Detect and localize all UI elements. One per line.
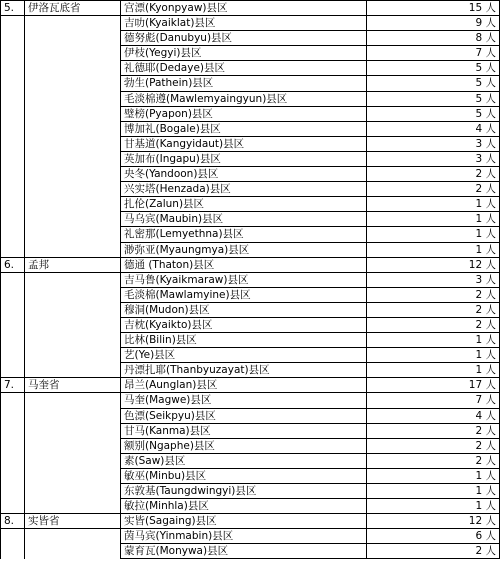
district-name: 毛淡棉(Mawlamyine)县区	[121, 287, 367, 302]
province-name: 孟邦	[25, 257, 121, 272]
person-count: 1 人	[367, 242, 500, 257]
province-name	[25, 106, 121, 121]
person-count: 1 人	[367, 484, 500, 499]
group-number	[1, 453, 25, 468]
table-row	[1, 408, 500, 423]
person-count: 1 人	[367, 468, 500, 483]
table-row	[1, 227, 500, 242]
table-row	[1, 167, 500, 182]
group-number	[1, 182, 25, 197]
table-row	[1, 423, 500, 438]
district-name: 伊枝(Yegyi)县区	[121, 46, 367, 61]
province-name	[25, 151, 121, 166]
group-number	[1, 529, 25, 544]
table-row	[1, 453, 500, 468]
province-name	[25, 136, 121, 151]
table-row	[1, 529, 500, 544]
person-count: 3 人	[367, 151, 500, 166]
district-name: 丹漂扎耶(Thanbyuzayat)县区	[121, 363, 367, 378]
province-name	[25, 348, 121, 363]
table-row	[1, 499, 500, 514]
table-row	[1, 121, 500, 136]
district-name: 礼德耶(Dedaye)县区	[121, 61, 367, 76]
table-row	[1, 61, 500, 76]
person-count: 17 人	[367, 378, 500, 393]
person-count: 5 人	[367, 76, 500, 91]
person-count: 9 人	[367, 16, 500, 31]
table-row	[1, 257, 500, 272]
district-name: 甘马(Kanma)县区	[121, 423, 367, 438]
district-name: 马奎(Magwe)县区	[121, 393, 367, 408]
province-name: 伊洛瓦底省	[25, 1, 121, 16]
group-number	[1, 484, 25, 499]
person-count: 1 人	[367, 212, 500, 227]
district-name: 渺弥亚(Myaungmya)县区	[121, 242, 367, 257]
district-name: 宫漂(Kyonpyaw)县区	[121, 1, 367, 16]
table-row	[1, 317, 500, 332]
person-count: 2 人	[367, 453, 500, 468]
district-name: 德努彪(Danubyu)县区	[121, 31, 367, 46]
person-count: 2 人	[367, 423, 500, 438]
table-row	[1, 378, 500, 393]
group-number	[1, 121, 25, 136]
district-name: 毛淡棉遵(Mawlemyaingyun)县区	[121, 91, 367, 106]
table-row	[1, 136, 500, 151]
district-name: 艺(Ye)县区	[121, 348, 367, 363]
district-name: 璧榜(Pyapon)县区	[121, 106, 367, 121]
group-number: 5.	[1, 1, 25, 16]
person-count: 1 人	[367, 348, 500, 363]
table-row	[1, 197, 500, 212]
group-number	[1, 438, 25, 453]
group-number: 7.	[1, 378, 25, 393]
province-name	[25, 453, 121, 468]
table-row	[1, 46, 500, 61]
province-name	[25, 423, 121, 438]
table-row	[1, 544, 500, 559]
province-name	[25, 121, 121, 136]
table-row	[1, 287, 500, 302]
group-number	[1, 468, 25, 483]
person-count: 7 人	[367, 46, 500, 61]
person-count: 2 人	[367, 438, 500, 453]
table-row	[1, 333, 500, 348]
group-number	[1, 212, 25, 227]
district-name: 素(Saw)县区	[121, 453, 367, 468]
group-number	[1, 302, 25, 317]
person-count: 6 人	[367, 529, 500, 544]
person-count: 15 人	[367, 1, 500, 16]
province-name	[25, 31, 121, 46]
person-count: 2 人	[367, 317, 500, 332]
district-name: 敏拉(Minhla)县区	[121, 499, 367, 514]
district-name: 甘基道(Kangyidaut)县区	[121, 136, 367, 151]
table-row	[1, 438, 500, 453]
table-row	[1, 363, 500, 378]
province-name	[25, 197, 121, 212]
group-number	[1, 16, 25, 31]
province-name	[25, 167, 121, 182]
district-name: 色漂(Seikpyu)县区	[121, 408, 367, 423]
table-row	[1, 272, 500, 287]
person-count: 1 人	[367, 227, 500, 242]
province-name	[25, 272, 121, 287]
province-name: 马奎省	[25, 378, 121, 393]
group-number: 8.	[1, 514, 25, 529]
district-name: 马乌宾(Maubin)县区	[121, 212, 367, 227]
district-name: 额别(Ngaphe)县区	[121, 438, 367, 453]
person-count: 5 人	[367, 91, 500, 106]
province-name	[25, 438, 121, 453]
person-count: 1 人	[367, 197, 500, 212]
group-number	[1, 227, 25, 242]
group-number	[1, 499, 25, 514]
person-count: 7 人	[367, 393, 500, 408]
district-name: 勃生(Pathein)县区	[121, 76, 367, 91]
district-name: 博加礼(Bogale)县区	[121, 121, 367, 136]
person-count: 12 人	[367, 257, 500, 272]
group-number	[1, 393, 25, 408]
person-count: 2 人	[367, 302, 500, 317]
person-count: 12 人	[367, 514, 500, 529]
province-name	[25, 182, 121, 197]
table-row	[1, 182, 500, 197]
district-name: 敏巫(Minbu)县区	[121, 468, 367, 483]
group-number	[1, 333, 25, 348]
district-name: 茵马宾(Yinmabin)县区	[121, 529, 367, 544]
table-row	[1, 31, 500, 46]
group-number	[1, 31, 25, 46]
province-name	[25, 529, 121, 544]
group-number	[1, 363, 25, 378]
table-body	[1, 1, 500, 559]
group-number	[1, 197, 25, 212]
province-name	[25, 212, 121, 227]
table-row	[1, 302, 500, 317]
group-number	[1, 287, 25, 302]
province-name	[25, 363, 121, 378]
table-row	[1, 1, 500, 16]
district-name: 扎伦(Zalun)县区	[121, 197, 367, 212]
group-number	[1, 272, 25, 287]
province-name	[25, 302, 121, 317]
group-number: 6.	[1, 257, 25, 272]
group-number	[1, 91, 25, 106]
person-count: 5 人	[367, 106, 500, 121]
person-count: 2 人	[367, 287, 500, 302]
district-name: 央冬(Yandoon)县区	[121, 167, 367, 182]
province-name	[25, 408, 121, 423]
group-number	[1, 348, 25, 363]
group-number	[1, 136, 25, 151]
province-name	[25, 317, 121, 332]
table-row	[1, 484, 500, 499]
person-count: 4 人	[367, 408, 500, 423]
table-row	[1, 91, 500, 106]
district-name: 礼密那(Lemyethna)县区	[121, 227, 367, 242]
person-count: 3 人	[367, 136, 500, 151]
person-count: 1 人	[367, 499, 500, 514]
province-name	[25, 287, 121, 302]
person-count: 2 人	[367, 167, 500, 182]
group-number	[1, 317, 25, 332]
district-name: 英加布(Ingapu)县区	[121, 151, 367, 166]
province-name	[25, 227, 121, 242]
person-count: 1 人	[367, 333, 500, 348]
district-name: 兴实塔(Henzada)县区	[121, 182, 367, 197]
person-count: 2 人	[367, 544, 500, 559]
person-count: 5 人	[367, 61, 500, 76]
group-number	[1, 544, 25, 559]
province-name	[25, 242, 121, 257]
district-name: 德通 (Thaton)县区	[121, 257, 367, 272]
province-name	[25, 76, 121, 91]
table-row	[1, 393, 500, 408]
province-name	[25, 46, 121, 61]
district-name: 吉枕(Kyaikto)县区	[121, 317, 367, 332]
district-name: 昂兰(Aunglan)县区	[121, 378, 367, 393]
group-number	[1, 151, 25, 166]
table-row	[1, 348, 500, 363]
table-row	[1, 514, 500, 529]
province-name	[25, 484, 121, 499]
table-row	[1, 16, 500, 31]
district-name: 穆洞(Mudon)县区	[121, 302, 367, 317]
district-name: 东敦基(Taungdwingyi)县区	[121, 484, 367, 499]
person-count: 2 人	[367, 182, 500, 197]
person-count: 3 人	[367, 272, 500, 287]
group-number	[1, 408, 25, 423]
person-count: 8 人	[367, 31, 500, 46]
province-name	[25, 16, 121, 31]
province-name	[25, 499, 121, 514]
province-name	[25, 333, 121, 348]
district-name: 比林(Bilin)县区	[121, 333, 367, 348]
province-name	[25, 61, 121, 76]
district-name: 吉马鲁(Kyaikmaraw)县区	[121, 272, 367, 287]
district-name: 实皆(Sagaing)县区	[121, 514, 367, 529]
province-name	[25, 468, 121, 483]
group-number	[1, 242, 25, 257]
group-number	[1, 167, 25, 182]
table-row	[1, 76, 500, 91]
district-name: 吉叻(Kyaiklat)县区	[121, 16, 367, 31]
province-name	[25, 91, 121, 106]
table-row	[1, 468, 500, 483]
group-number	[1, 423, 25, 438]
person-count: 4 人	[367, 121, 500, 136]
table-row	[1, 242, 500, 257]
province-name	[25, 544, 121, 559]
table-row	[1, 151, 500, 166]
province-name	[25, 393, 121, 408]
group-number	[1, 76, 25, 91]
group-number	[1, 61, 25, 76]
table-row	[1, 212, 500, 227]
district-name: 蒙育瓦(Monywa)县区	[121, 544, 367, 559]
person-count: 1 人	[367, 363, 500, 378]
group-number	[1, 46, 25, 61]
province-name: 实皆省	[25, 514, 121, 529]
group-number	[1, 106, 25, 121]
table-row	[1, 106, 500, 121]
